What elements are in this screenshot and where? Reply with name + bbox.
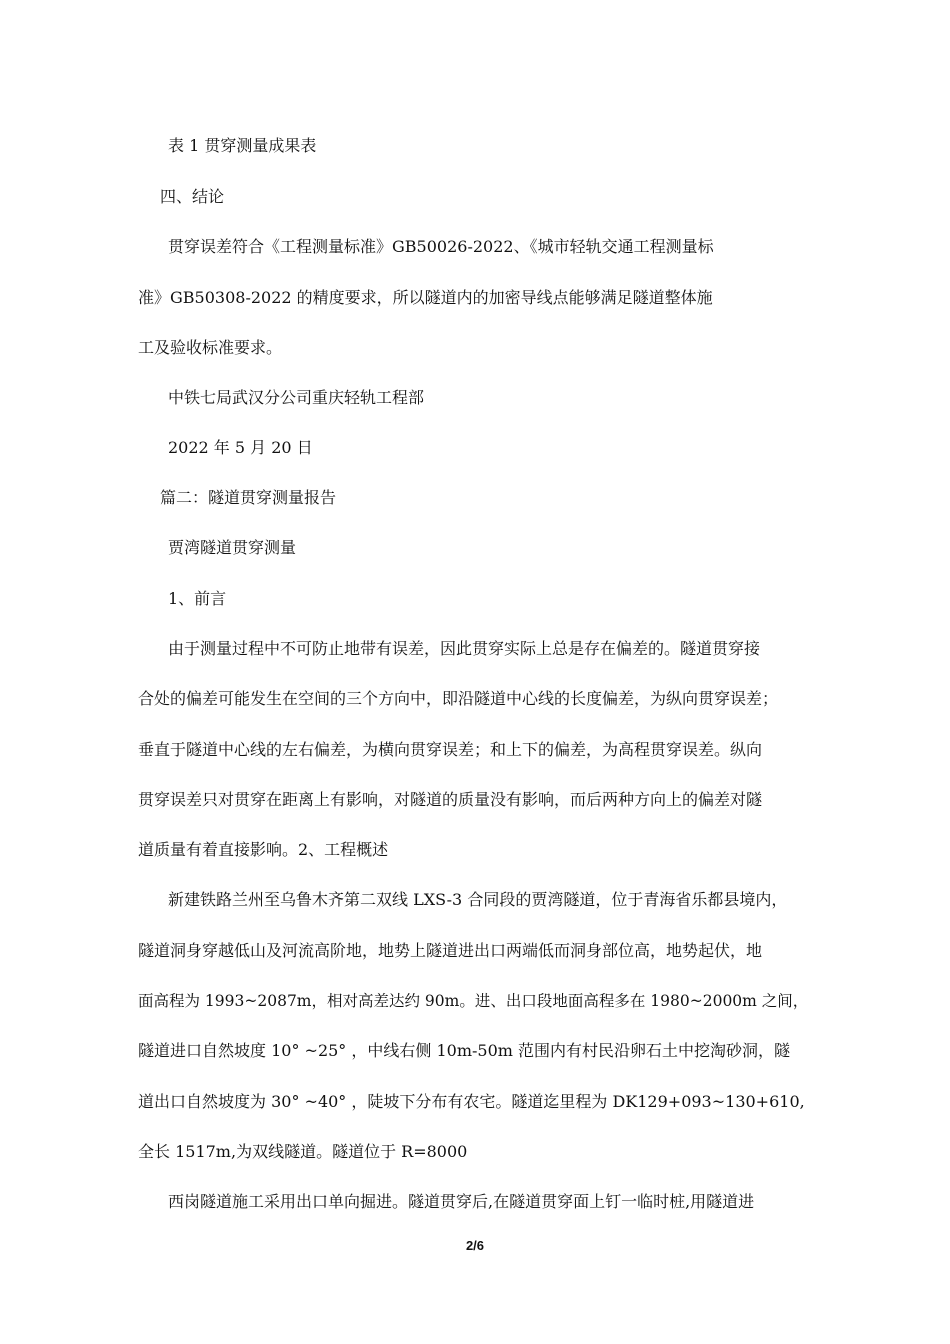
paragraph-line: 由于测量过程中不可防止地带有误差，因此贯穿实际上总是存在偏差的。隧道贯穿接 xyxy=(168,639,761,658)
paragraph-line: 西岗隧道施工采用出口单向掘进。隧道贯穿后,在隧道贯穿面上钉一临时桩,用隧道进 xyxy=(168,1192,755,1211)
report-title: 贾湾隧道贯穿测量 xyxy=(168,538,297,557)
paragraph-line: 新建铁路兰州至乌鲁木齐第二双线 LXS-3 合同段的贾湾隧道，位于青海省乐都县境内， xyxy=(168,890,788,909)
paragraph-line: 垂直于隧道中心线的左右偏差，为横向贯穿误差；和上下的偏差，为高程贯穿误差。纵向 xyxy=(138,740,763,759)
paragraph-line: 工及验收标准要求。 xyxy=(138,338,283,357)
paragraph-line: 全长 1517m,为双线隧道。隧道位于 R=8000 xyxy=(138,1142,468,1161)
paragraph-line: 贯穿误差符合《工程测量标准》GB50026-2022、《城市轻轨交通工程测量标 xyxy=(168,237,714,256)
section-heading-conclusion: 四、结论 xyxy=(160,187,225,206)
paragraph-line: 准》GB50308-2022 的精度要求，所以隧道内的加密导线点能够满足隧道整体施 xyxy=(138,288,713,307)
paragraph-line: 面高程为 1993~2087m，相对高差达约 90m。进、出口段地面高程多在 1980~2000m 之间， xyxy=(138,992,809,1010)
table-caption: 表 1 贯穿测量成果表 xyxy=(168,136,317,155)
organization-name: 中铁七局武汉分公司重庆轻轨工程部 xyxy=(168,388,425,407)
document-date: 2022 年 5 月 20 日 xyxy=(168,438,313,457)
paragraph-line: 合处的偏差可能发生在空间的三个方向中，即沿隧道中心线的长度偏差，为纵向贯穿误差； xyxy=(138,689,779,708)
section-heading-preface: 1、前言 xyxy=(168,589,227,608)
page-number: 2/6 xyxy=(465,1238,485,1253)
paragraph-line: 道出口自然坡度为 30° ~40° ，陡坡下分布有农宅。隧道迄里程为 DK129+093~130+610, xyxy=(138,1092,805,1111)
paragraph-line: 隧道洞身穿越低山及河流高阶地，地势上隧道进出口两端低而洞身部位高，地势起伏，地 xyxy=(138,941,763,960)
paragraph-line: 道质量有着直接影响。2、工程概述 xyxy=(138,840,389,859)
paragraph-line: 隧道进口自然坡度 10° ~25° ，中线右侧 10m-50m 范围内有村民沿卵石土中挖淘砂洞，隧 xyxy=(138,1041,791,1060)
paragraph-line: 贯穿误差只对贯穿在距离上有影响，对隧道的质量没有影响，而后两种方向上的偏差对隧 xyxy=(138,790,763,809)
section-heading-part-two: 篇二：隧道贯穿测量报告 xyxy=(160,488,337,507)
